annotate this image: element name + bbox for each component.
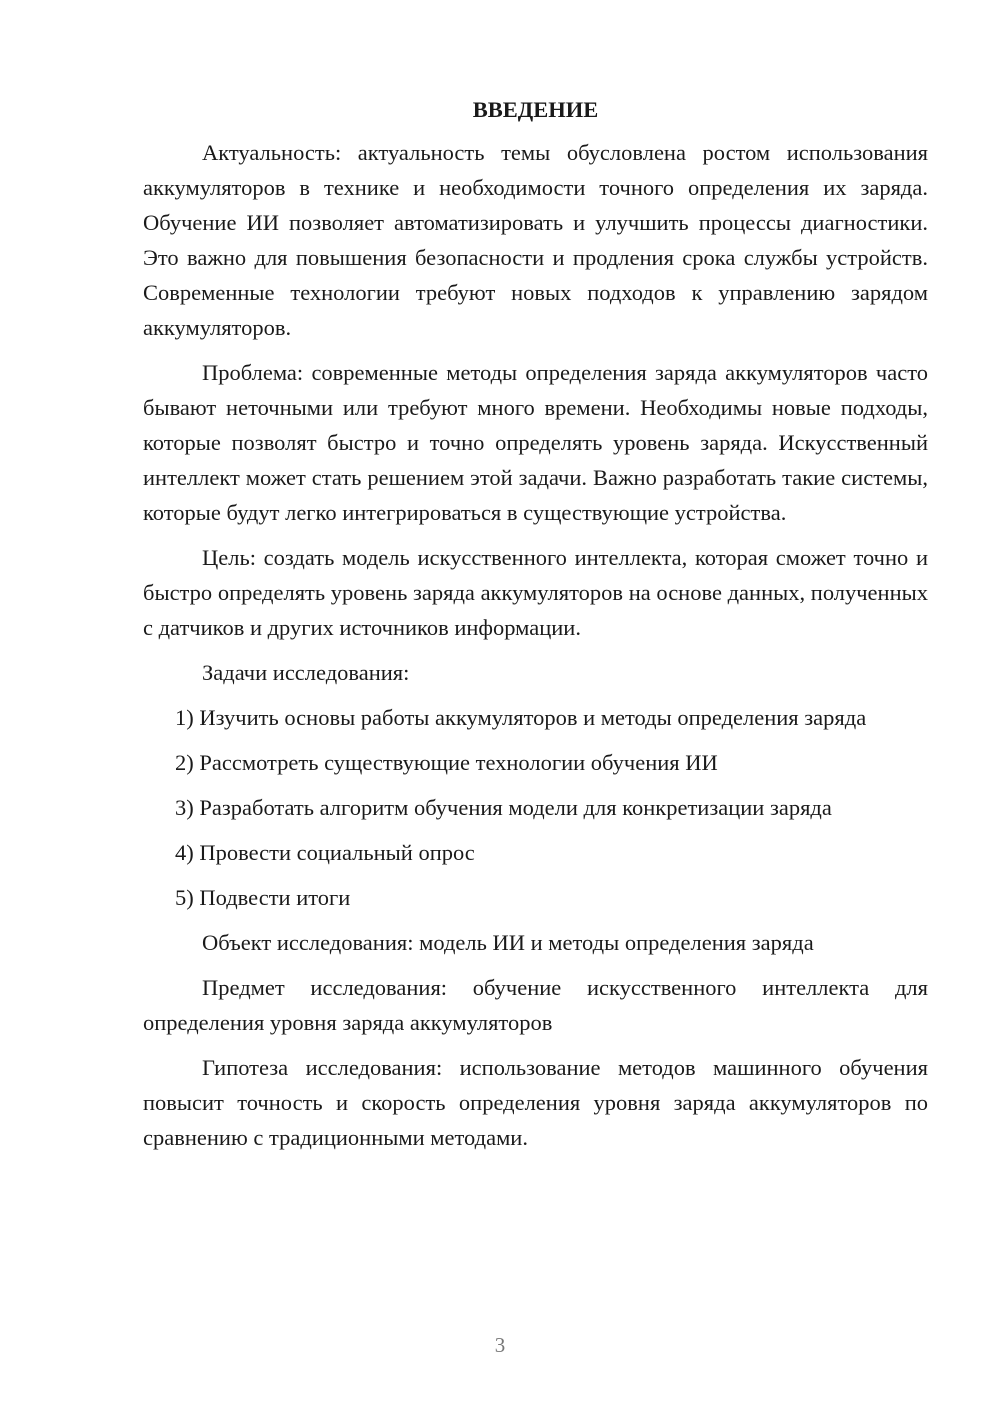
task-item: 5) Подвести итоги bbox=[175, 885, 351, 910]
page-content bbox=[143, 92, 928, 1165]
page-number: 3 bbox=[494, 1333, 506, 1357]
paragraph-relevance: Актуальность: актуальность темы обусловлена ростом использования аккумуляторов в технике и необходимости точного определения их заряда. Обучение ИИ позволяет автоматизировать и улучшить процессы диагностики. Это важно для повышения безопасности и продления срока службы устройств. Современные технологии требуют новых подходов к управлению зарядом аккумуляторов. bbox=[143, 140, 928, 340]
paragraph-goal: Цель: создать модель искусственного интеллекта, которая сможет точно и быстро определять уровень заряда аккумуляторов на основе данных, полученных с датчиков и других источников информации. bbox=[143, 545, 928, 640]
task-item: 1) Изучить основы работы аккумуляторов и методы определения заряда bbox=[175, 705, 867, 730]
task-item: 3) Разработать алгоритм обучения модели для конкретизации заряда bbox=[175, 795, 832, 820]
paragraph-object: Объект исследования: модель ИИ и методы определения заряда bbox=[202, 930, 814, 955]
section-title: ВВЕДЕНИЕ bbox=[472, 97, 599, 122]
paragraph-problem: Проблема: современные методы определения заряда аккумуляторов часто бывают неточными или требуют много времени. Необходимы новые подходы, которые позволят быстро и точно определять уровень заряда. Искусственный интеллект может стать решением этой задачи. Важно разработать такие системы, которые будут легко интегрироваться в существующие устройства. bbox=[143, 360, 928, 525]
tasks-list bbox=[143, 700, 928, 915]
task-item: 2) Рассмотреть существующие технологии обучения ИИ bbox=[175, 750, 718, 775]
paragraph-subject: Предмет исследования: обучение искусственного интеллекта для определения уровня заряда аккумуляторов bbox=[143, 975, 928, 1035]
paragraph-hypothesis: Гипотеза исследования: использование методов машинного обучения повысит точность и скорость определения уровня заряда аккумуляторов по сравнению с традиционными методами. bbox=[143, 1055, 928, 1150]
task-item: 4) Провести социальный опрос bbox=[175, 840, 475, 865]
tasks-heading: Задачи исследования: bbox=[202, 660, 410, 685]
